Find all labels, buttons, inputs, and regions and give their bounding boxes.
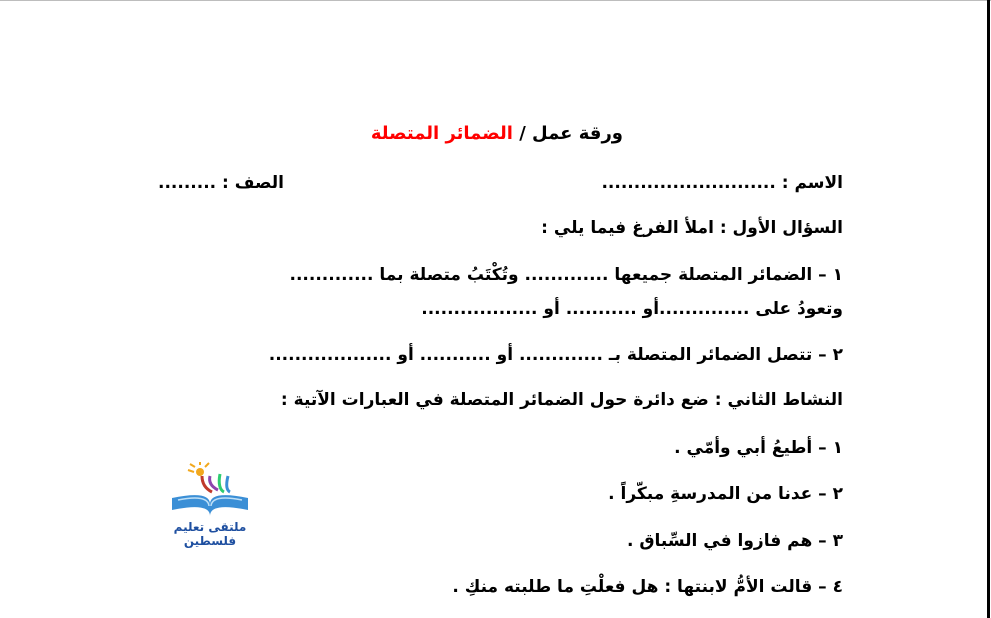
question-1-item-2: ٢ – تتصل الضمائر المتصلة بـ ............. أو ........... أو ................... bbox=[268, 345, 843, 365]
question-1-heading: السؤال الأول : املأ الفرغ فيما يلي : bbox=[541, 218, 843, 238]
open-book-icon bbox=[148, 462, 272, 522]
site-logo bbox=[148, 462, 272, 548]
page-top-border bbox=[0, 0, 991, 1]
question-2-item-2: ٢ – عدنا من المدرسةِ مبكّراً . bbox=[608, 484, 843, 504]
question-1-item-1-line-1: ١ – الضمائر المتصلة جميعها ............. وتُكْتَبُ متصلة بما ............. bbox=[289, 265, 843, 285]
grade-field: الصف : ......... bbox=[158, 173, 284, 193]
question-2-heading: النشاط الثاني : ضع دائرة حول الضمائر المتصلة في العبارات الآتية : bbox=[280, 390, 843, 410]
page-right-border bbox=[987, 0, 990, 618]
question-2-item-1: ١ – أطيعُ أبي وأمّي . bbox=[674, 438, 843, 458]
worksheet-title bbox=[371, 122, 623, 146]
question-1-item-1-line-2: وتعودُ على ..............أو ........... أو .................. bbox=[421, 299, 843, 319]
question-2-item-3: ٣ – هم فازوا في السِّباق . bbox=[626, 531, 843, 551]
logo-text: ملتقى تعليم فلسطين bbox=[173, 520, 247, 548]
title-prefix: ورقة عمل / bbox=[519, 123, 623, 144]
name-field: الاسم : ........................... bbox=[601, 173, 843, 193]
title-topic: الضمائر المتصلة bbox=[370, 123, 513, 144]
question-2-item-4: ٤ – قالت الأمُّ لابنتها : هل فعلْتِ ما طلبته منكِ . bbox=[452, 577, 843, 597]
